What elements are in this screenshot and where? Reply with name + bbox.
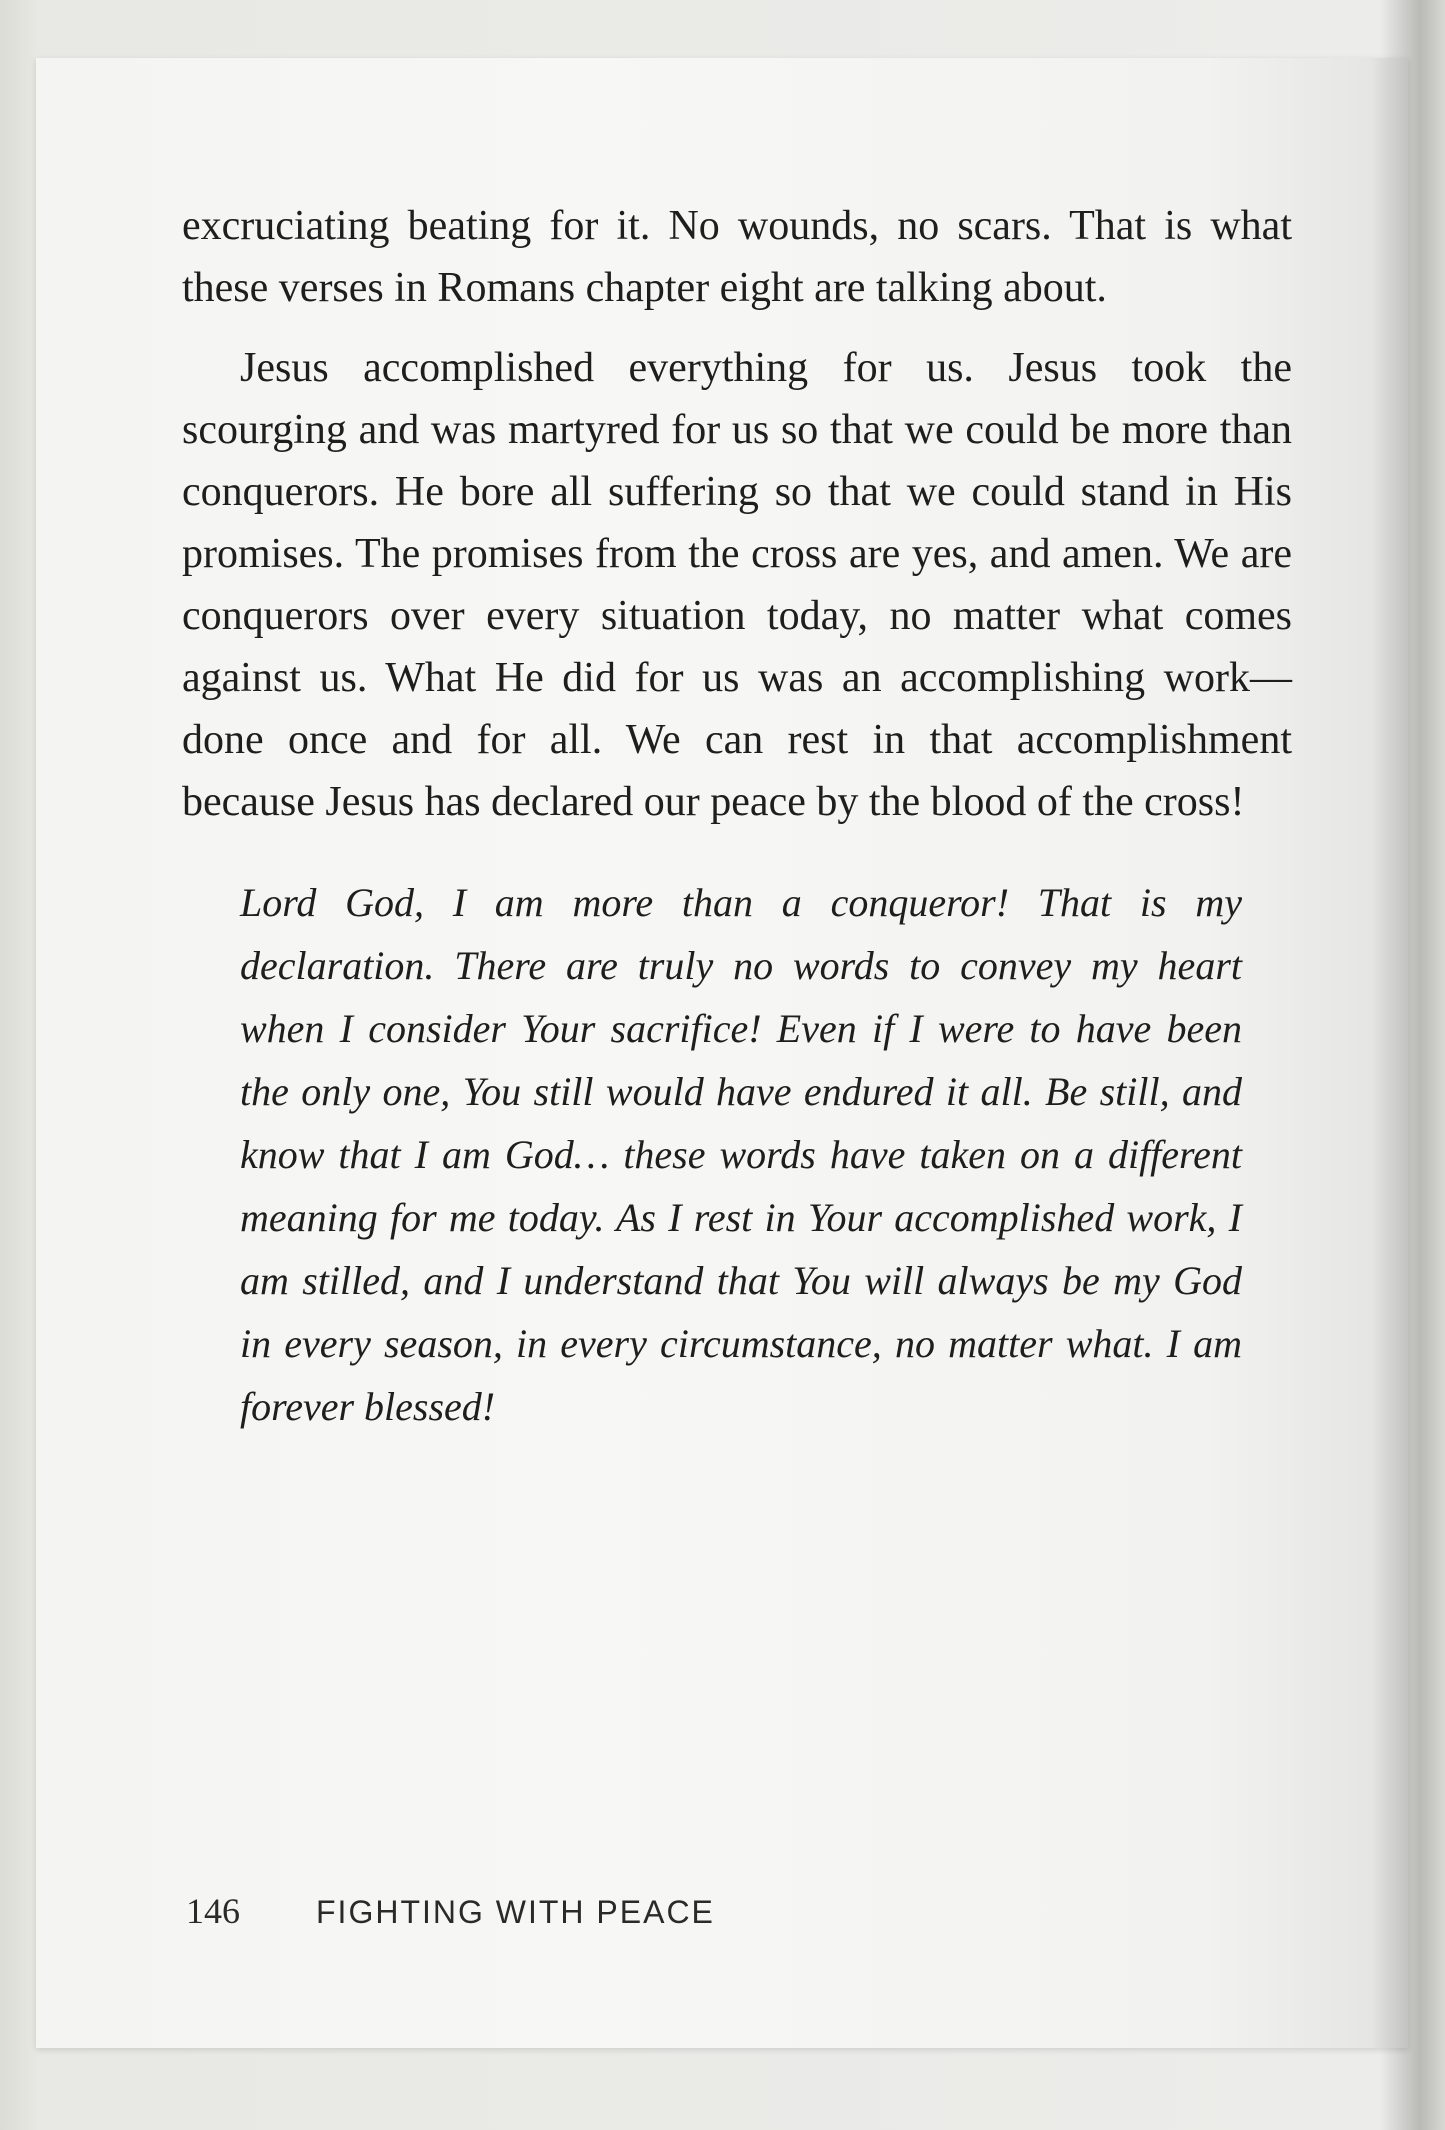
- page-footer: [186, 1890, 715, 1932]
- body-text: [182, 195, 1292, 1438]
- paragraph-main: Jesus accomplished everything for us. Jesus took the scourging and was martyred for us so that we could be more than conquerors. He bore all suffering so that we could stand in His promises. The promises from the cross are yes, and amen. We are conquerors over every situation today, no matter what comes against us. What He did for us was an accomplishing work—done once and for all. We can rest in that accomplishment because Jesus has declared our peace by the blood of the cross!: [182, 345, 1292, 825]
- prayer-text: Lord God, I am more than a conqueror! That is my declaration. There are truly no words to convey my heart when I consider Your sacrifice! Even if I were to have been the only one, You still would have endured it all. Be still, and know that I am God… these words have taken on a different meaning for me today. As I rest in Your accomplished work, I am stilled, and I understand that You will always be my God in every season, in every circumstance, no matter what. I am forever blessed!: [240, 880, 1242, 1429]
- paragraph-continuation: excruciating beating for it. No wounds, no scars. That is what these verses in Romans chapter eight are talking about.: [182, 203, 1292, 311]
- page-number: 146: [186, 1891, 240, 1931]
- page-spine-shadow: [1372, 58, 1408, 2048]
- running-title: FIGHTING WITH PEACE: [316, 1894, 715, 1930]
